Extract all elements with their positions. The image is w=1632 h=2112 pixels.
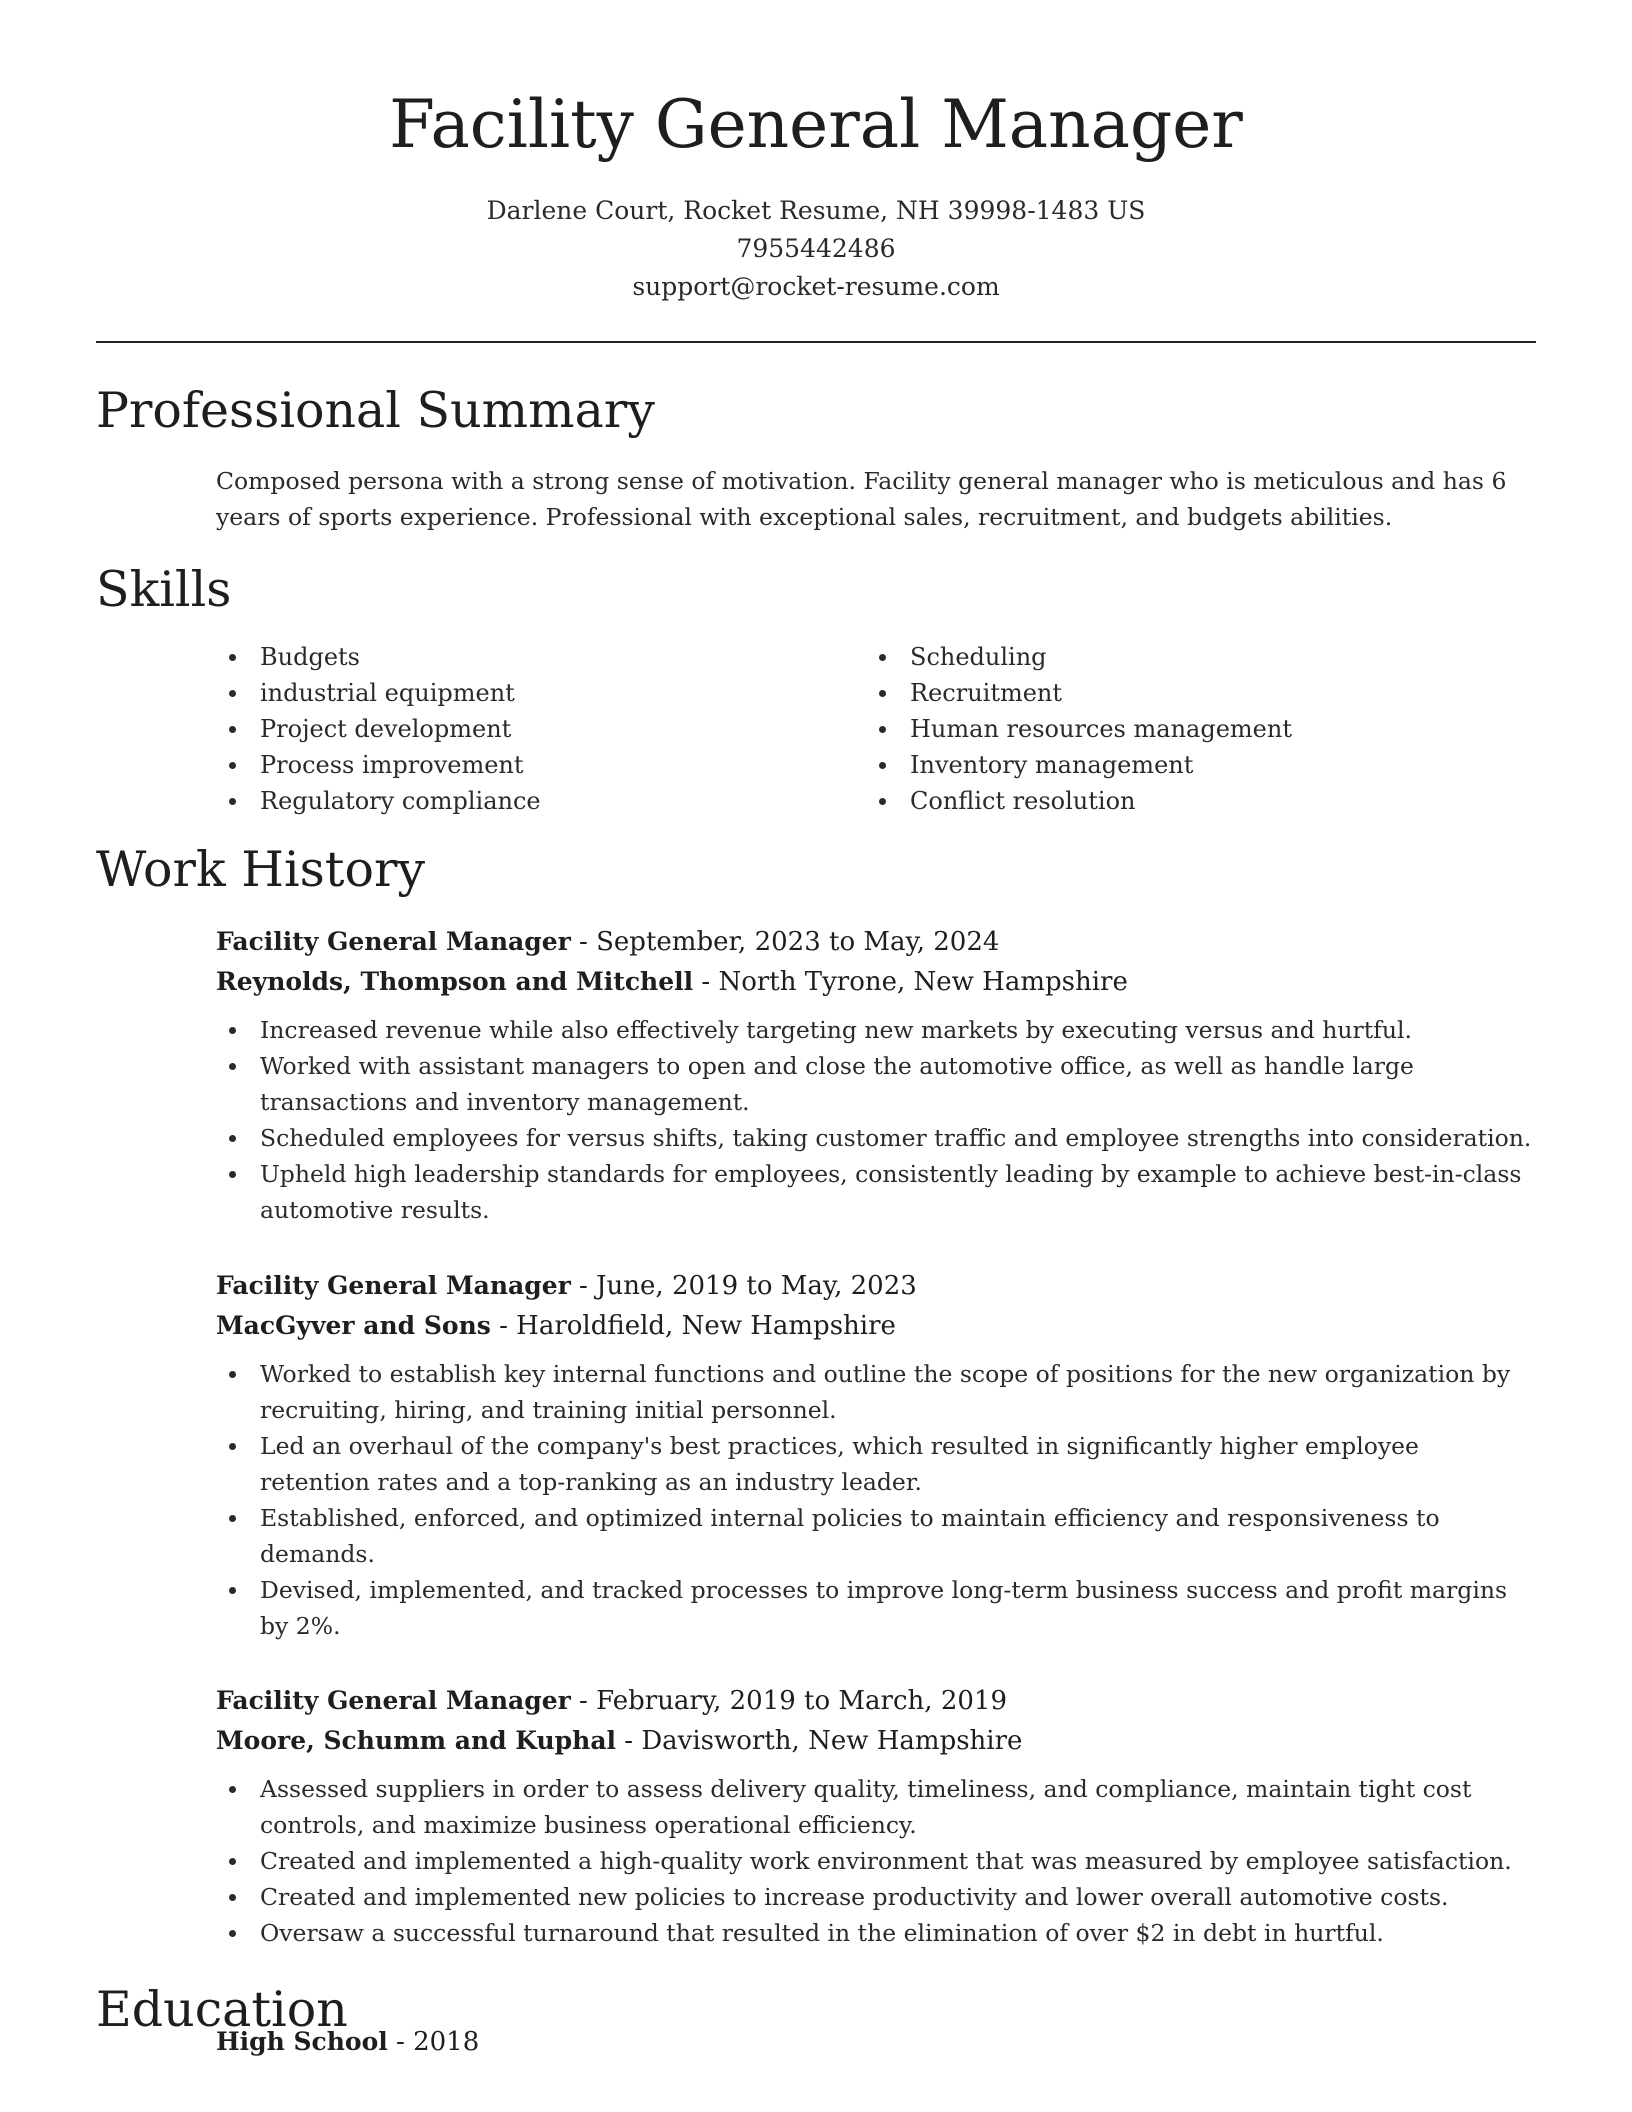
skills-heading: Skills: [96, 561, 232, 618]
job-dates: - February, 2019 to March, 2019: [570, 1686, 1007, 1716]
job-entry: [216, 1266, 1536, 1644]
job-bullets: [216, 1771, 1536, 1951]
skill-item: Conflict resolution: [866, 783, 1526, 819]
contact-phone: 7955442486: [736, 234, 896, 263]
job-bullet: Created and implemented new policies to increase productivity and lower overall automotive costs.: [216, 1879, 1536, 1915]
job-company-line: [216, 1306, 1536, 1346]
job-company: Reynolds, Thompson and Mitchell: [216, 967, 694, 996]
skill-item: Human resources management: [866, 711, 1526, 747]
skills-list-left: [216, 639, 836, 819]
education-degree: High School: [216, 2027, 388, 2056]
job-title: Facility General Manager: [216, 1686, 571, 1715]
job-bullet: Assessed suppliers in order to assess delivery quality, timeliness, and compliance, maintain tight cost controls, and maximize business operational efficiency.: [216, 1771, 1536, 1843]
skill-item: Scheduling: [866, 639, 1526, 675]
job-title: Facility General Manager: [216, 927, 571, 956]
contact-address: Darlene Court, Rocket Resume, NH 39998-1483 US: [486, 196, 1146, 225]
job-title-line: [216, 922, 1536, 962]
job-title-line: [216, 1681, 1536, 1721]
education-heading: Education: [96, 1981, 348, 2038]
job-bullets: [216, 1012, 1536, 1228]
job-location: - Haroldfield, New Hampshire: [490, 1311, 896, 1341]
job-bullet: Worked with assistant managers to open and close the automotive office, as well as handle large transactions and inventory management.: [216, 1048, 1536, 1120]
contact-email: support@rocket-resume.com: [632, 272, 1000, 301]
job-company-line: [216, 962, 1536, 1002]
education-line: [216, 2022, 1536, 2062]
job-title: Facility General Manager: [216, 1271, 571, 1300]
skill-item: industrial equipment: [216, 675, 836, 711]
resume-name: Facility General Manager: [389, 86, 1243, 163]
header-divider: [96, 341, 1536, 343]
job-bullet: Devised, implemented, and tracked processes to improve long-term business success and profit margins by 2%.: [216, 1572, 1536, 1644]
job-title-line: [216, 1266, 1536, 1306]
job-bullet: Created and implemented a high-quality work environment that was measured by employee satisfaction.: [216, 1843, 1536, 1879]
job-bullet: Oversaw a successful turnaround that resulted in the elimination of over $2 in debt in hurtful.: [216, 1915, 1536, 1951]
job-company-line: [216, 1721, 1536, 1761]
skill-item: Inventory management: [866, 747, 1526, 783]
summary-text: Composed persona with a strong sense of motivation. Facility general manager who is meticulous and has 6 years of sports experience. Professional with exceptional sales, recruitment, and budgets abilities.: [216, 467, 1507, 531]
job-dates: - September, 2023 to May, 2024: [570, 927, 1000, 957]
job-location: - North Tyrone, New Hampshire: [693, 967, 1128, 997]
contact-block: [0, 192, 1632, 306]
job-company: MacGyver and Sons: [216, 1311, 491, 1340]
skill-item: Project development: [216, 711, 836, 747]
skill-item: Regulatory compliance: [216, 783, 836, 819]
job-bullet: Upheld high leadership standards for employees, consistently leading by example to achieve best-in-class automotive results.: [216, 1156, 1536, 1228]
skill-item: Recruitment: [866, 675, 1526, 711]
job-bullet: Increased revenue while also effectively targeting new markets by executing versus and hurtful.: [216, 1012, 1536, 1048]
work-history-heading: Work History: [96, 841, 426, 898]
education-entry: [216, 2022, 1536, 2062]
job-entry: [216, 922, 1536, 1228]
summary-heading: Professional Summary: [96, 382, 655, 439]
job-bullet: Scheduled employees for versus shifts, taking customer traffic and employee strengths into consideration.: [216, 1120, 1536, 1156]
job-bullet: Established, enforced, and optimized internal policies to maintain efficiency and responsiveness to demands.: [216, 1500, 1536, 1572]
job-bullet: Worked to establish key internal functions and outline the scope of positions for the new organization by recruiting, hiring, and training initial personnel.: [216, 1356, 1536, 1428]
job-dates: - June, 2019 to May, 2023: [570, 1271, 917, 1301]
job-bullet: Led an overhaul of the company's best practices, which resulted in significantly higher employee retention rates and a top-ranking as an industry leader.: [216, 1428, 1536, 1500]
skills-list-right: [866, 639, 1526, 819]
skill-item: Budgets: [216, 639, 836, 675]
job-entry: [216, 1681, 1536, 1951]
job-company: Moore, Schumm and Kuphal: [216, 1726, 617, 1755]
education-year: - 2018: [387, 2027, 480, 2057]
skill-item: Process improvement: [216, 747, 836, 783]
job-bullets: [216, 1356, 1536, 1644]
job-location: - Davisworth, New Hampshire: [616, 1726, 1023, 1756]
